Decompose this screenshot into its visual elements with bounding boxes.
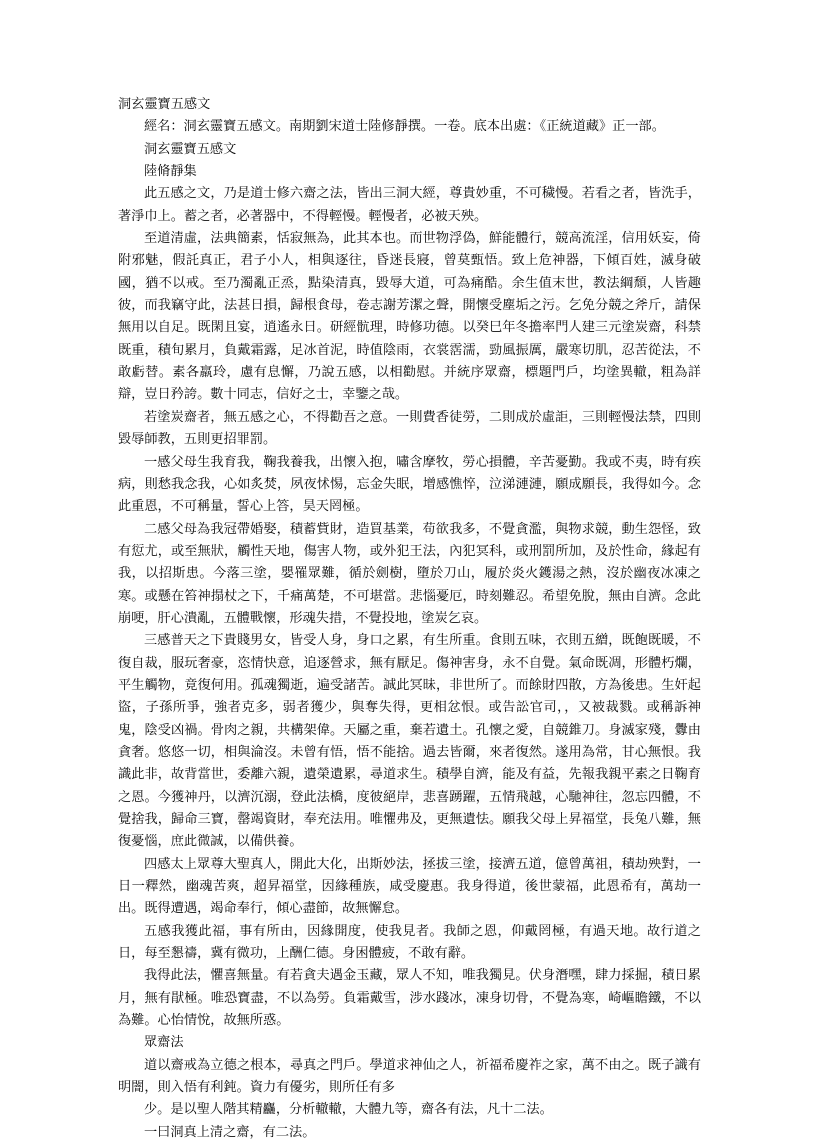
text-line-title-head: 洞玄靈寶五感文 bbox=[118, 97, 211, 112]
text-line-para-1: 此五感之文，乃是道士修六齋之法，皆出三洞大經，尊貴妙重，不可穢慢。若看之者，皆洗手，著淨巾上。蓄之者，必著器中，不得輕慢。輕慢者，必被天殃。 bbox=[118, 186, 701, 224]
text-line-para-2: 至道清虛，法典簡素，恬寂無為，此其本也。而世物浮偽，鮮能體行，競高流淫，信用妖妄，倚附邪魅，假託真正，君子小人，相與逐往，昏迷長寢，曾莫甄悟。致上危神器，下傾百姓，滅身破國，猶不以戒。至乃濁亂正烝，點染清真，毀辱大道，可為痛酷。余生值末世，教法綱頹，人皆趣彼，而我竊守此，法甚日損，歸根食母，卷志謝芳潔之聲，開懷受塵垢之污。乞免分競之斧斤，請保無用以自足。既閑且宴，逍遙永日。研經骯理，時修功德。以癸巳年冬擔率門人建三元塗炭齋，科禁既重，積旬累月，負戴霜露，足冰首泥，時值陰雨，衣裳霑濡，勁風振厲，嚴寒切肌，忍苦從法，不敢虧替。素各羸玲，慮有息懈，乃說五感，以相勸慰。并統序眾齋，標題門戶，均塗異轍，粗為詳辯，豈日矜誇。數十同志，信好之士，幸鑒之哉。 bbox=[118, 231, 701, 403]
text-line-para-7: 四感太上眾尊大聖真人，開此大化，出斯妙法，拯拔三塗，接濟五道，億曾萬祖，積劫殃對，一日一釋然，幽魂苦爽，超昇福堂，因緣種族，咸受慶惠。我身得道，後世蒙福，此恩希有，萬劫一出。既得遭遇，竭命奉行，傾心盡節，故無懈怠。 bbox=[118, 856, 701, 917]
document-body bbox=[118, 94, 701, 1144]
text-line-para-3: 若塗炭齋者，無五感之心，不得勸吾之意。一則費香徒勞，二則成於虛詎，三則輕慢法禁，四則毀辱師教，五則更招罪罰。 bbox=[118, 409, 701, 448]
text-line-para-5: 二感父母為我冠帶婚娶，積蓄貲財，造買基業，苟欲我多，不覺貪濫，與物求競，動生怨怪，致有愆尤，或至無狀，觸性天地，傷害人物，或外犯王法，內犯冥科，或刑罰所加，及於性命，緣起有我，以招斯患。今落三塗，嬰罹眾難，循於劍樹，墮於刀山，履於炎火鑊湯之熱，沒於幽夜冰凍之寒。或懸在笞神搨杖之下，千痛萬楚，不可堪當。悲惱憂厄，時刻難忍。希望免脫，無由自濟。念此崩哽，肝心潰亂，五體戰懷，形魂失措，不覺投地，塗炭乞哀。 bbox=[118, 521, 701, 626]
text-line-title-repeat: 洞玄靈寶五感文 bbox=[144, 141, 237, 157]
text-line-para-8: 五感我獲此福，事有所由，因緣開度，使我見者。我師之恩，仰戴罔極，有過天地。故行道之日，每至懇禱，冀有微功，上酬仁德。身困體疲，不敢有辭。 bbox=[118, 923, 701, 962]
text-line-para-10: 道以齋戒為立德之根本，尋真之門戶。學道求神仙之人，祈福希慶祚之家，萬不由之。既子識有明闇，則入悟有利鈍。資力有優劣，則所任有多 bbox=[118, 1057, 701, 1096]
text-line-para-12: 一曰洞真上清之齋，有二法。 bbox=[144, 1124, 316, 1140]
text-line-para-11: 少。是以聖人階其精麤，分析轍轍，大體九等，齋各有法，凡十二法。 bbox=[144, 1102, 553, 1118]
text-line-para-6: 三感普天之下貴賤男女，皆受人身，身口之累，有生所重。食則五味，衣則五繒，既飽既暖，不復自裁，服玩奢豪，恣情快意，追逐營求，無有厭足。傷神害身，永不自覺。氣命既凋，形體朽爛，平生觸物，竟復何用。孤魂獨逝，遍受諸苦。誠此冥昧，非世所了。而餘財四散，方為後患。生奸起盜，子孫所爭，強者克多，弱者獲少，與奪失得，更相忿恨。或告訟官司，，又被裁戮。或稱訴神鬼，陰受凶禍。骨肉之親，共構架偉。天屬之重，棄若遺土。孔懷之愛，自競錐刀。身滅家殘，釁由貪奢。悠悠一切，相與淪沒。未曾有悟，悟不能捨。過去皆爾，來者復然。遂用為常，甘心無恨。我識此非，故背當世，委離六親，遺榮遺累，尋道求生。積學自濟，能及有益，先報我親平素之日鞠育之恩。今獲神丹，以濟沉溺，登此法橋，度彼絕岸，悲喜踴躍，五情飛越，心馳神往，忽忘四體，不覺捨我，歸命三寶，罄竭資財，奉充法用。唯懼弗及，更無遺怯。願我父母上昇福堂，長兔八難，無復憂惱，庶此微誠，以備供養。 bbox=[118, 633, 701, 850]
text-line-colophon: 經名：洞玄靈寶五感文。南期劉宋道士陸修靜撰。一卷。底本出處：《正統道藏》正一部。 bbox=[144, 119, 665, 135]
text-line-para-9: 我得此法，懼喜無量。有若貪夫遇金玉藏，眾人不知，唯我獨見。伏身潛嘿，肆力採掘，積日累月，無有猒極。唯恐寶盡，不以為勞。負霜戴雪，涉水踐冰，凍身切骨，不覺為寒，崎嶇瞻鐵，不以為難。心怡情悅，故無所惑。 bbox=[118, 968, 701, 1029]
text-line-heading-zhongzhaifa: 眾齋法 bbox=[144, 1035, 184, 1051]
text-line-para-4: 一感父母生我育我，鞠我養我，出懷入抱，嘯含摩牧，勞心損體，辛苦憂勤。我或不夷，時有疾病，則愁我念我，心如炙焚，夙夜怵惕，忘金失眠，增感憔悴，泣涕漣漣，願成願長，我得如今。念此重恩，不可稱量，誓心上答，昊天罔極。 bbox=[118, 454, 701, 515]
text-line-author: 陸脩靜集 bbox=[144, 164, 197, 180]
